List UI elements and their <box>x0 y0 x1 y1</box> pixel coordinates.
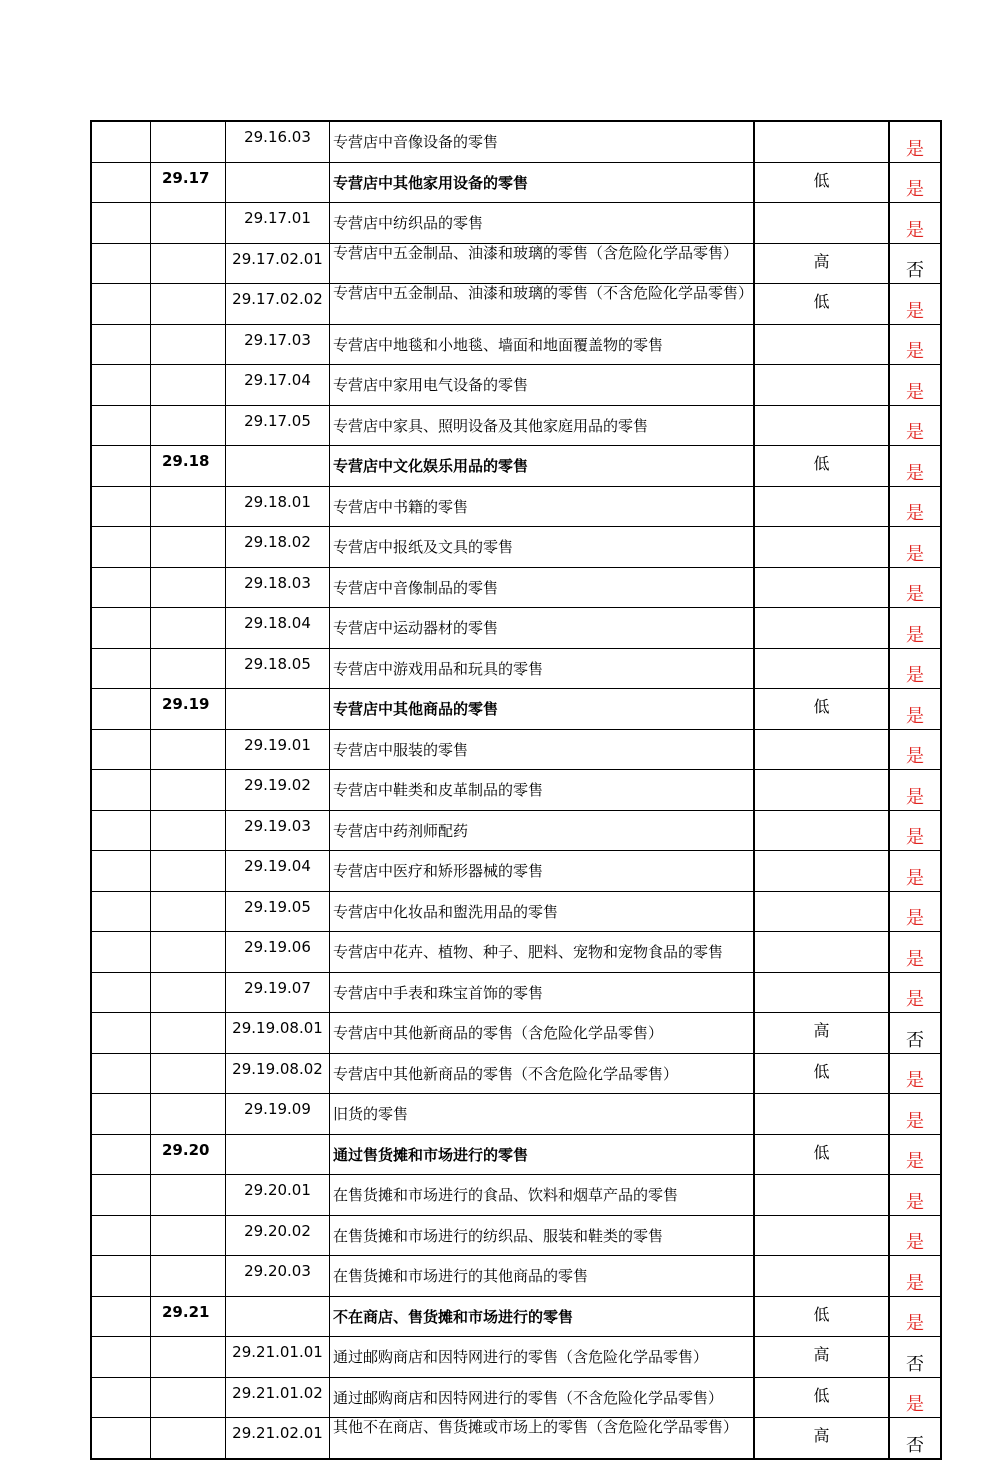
group-code-cell <box>151 1053 226 1094</box>
blank-cell <box>91 648 151 689</box>
blank-cell <box>91 851 151 892</box>
applicable-flag-cell: 是 <box>889 648 941 689</box>
risk-level-cell <box>754 405 889 446</box>
table-row <box>91 1215 941 1256</box>
risk-level-cell <box>754 608 889 649</box>
item-code-cell: 29.21.02.01 <box>226 1418 330 1459</box>
table-row <box>91 1134 941 1175</box>
item-code-cell: 29.18.01 <box>226 486 330 527</box>
applicable-flag-cell: 是 <box>889 1175 941 1216</box>
description-cell: 专营店中书籍的零售 <box>330 486 755 527</box>
risk-level-cell: 低 <box>754 689 889 730</box>
group-code-cell <box>151 324 226 365</box>
description-cell: 专营店中文化娱乐用品的零售 <box>330 446 755 487</box>
item-code-cell: 29.18.04 <box>226 608 330 649</box>
applicable-flag-cell: 是 <box>889 527 941 568</box>
group-code-cell <box>151 1094 226 1135</box>
risk-level-cell: 高 <box>754 1337 889 1378</box>
blank-cell <box>91 446 151 487</box>
risk-level-cell <box>754 1256 889 1297</box>
group-code-cell <box>151 1256 226 1297</box>
applicable-flag-cell: 否 <box>889 1013 941 1054</box>
description-cell: 通过邮购商店和因特网进行的零售（含危险化学品零售） <box>330 1337 755 1378</box>
blank-cell <box>91 527 151 568</box>
item-code-cell: 29.17.04 <box>226 365 330 406</box>
table-row <box>91 689 941 730</box>
risk-level-cell <box>754 1215 889 1256</box>
blank-cell <box>91 972 151 1013</box>
group-code-cell <box>151 243 226 284</box>
risk-level-cell: 高 <box>754 1418 889 1459</box>
group-code-cell <box>151 770 226 811</box>
table-row <box>91 1256 941 1297</box>
blank-cell <box>91 365 151 406</box>
blank-cell <box>91 162 151 203</box>
risk-level-cell <box>754 486 889 527</box>
risk-level-cell <box>754 932 889 973</box>
description-cell: 专营店中家具、照明设备及其他家庭用品的零售 <box>330 405 755 446</box>
description-cell: 专营店中药剂师配药 <box>330 810 755 851</box>
table-row <box>91 810 941 851</box>
table-row <box>91 1094 941 1135</box>
description-cell <box>330 284 755 325</box>
item-code-cell: 29.21.01.01 <box>226 1337 330 1378</box>
blank-cell <box>91 405 151 446</box>
group-code-cell <box>151 1377 226 1418</box>
blank-cell <box>91 1134 151 1175</box>
group-code-cell <box>151 1337 226 1378</box>
applicable-flag-cell: 是 <box>889 729 941 770</box>
blank-cell <box>91 770 151 811</box>
applicable-flag-cell: 是 <box>889 203 941 244</box>
group-code-cell: 29.20 <box>151 1134 226 1175</box>
description-cell: 专营店中其他商品的零售 <box>330 689 755 730</box>
table-body <box>91 121 941 1459</box>
description-cell: 旧货的零售 <box>330 1094 755 1135</box>
applicable-flag-cell: 是 <box>889 486 941 527</box>
group-code-cell <box>151 405 226 446</box>
description-cell: 专营店中游戏用品和玩具的零售 <box>330 648 755 689</box>
blank-cell <box>91 1094 151 1135</box>
table-row <box>91 405 941 446</box>
blank-cell <box>91 1418 151 1459</box>
table-row <box>91 446 941 487</box>
blank-cell <box>91 1377 151 1418</box>
description-cell <box>330 1418 755 1459</box>
blank-cell <box>91 567 151 608</box>
applicable-flag-cell: 是 <box>889 1053 941 1094</box>
table-row <box>91 972 941 1013</box>
applicable-flag-cell: 是 <box>889 162 941 203</box>
table-row <box>91 1377 941 1418</box>
item-code-cell: 29.18.05 <box>226 648 330 689</box>
blank-cell <box>91 1256 151 1297</box>
item-code-cell: 29.19.02 <box>226 770 330 811</box>
group-code-cell <box>151 486 226 527</box>
applicable-flag-cell: 是 <box>889 972 941 1013</box>
risk-level-cell: 高 <box>754 243 889 284</box>
description-cell: 专营店中地毯和小地毯、墙面和地面覆盖物的零售 <box>330 324 755 365</box>
blank-cell <box>91 121 151 162</box>
group-code-cell <box>151 608 226 649</box>
risk-level-cell <box>754 121 889 162</box>
group-code-cell <box>151 729 226 770</box>
item-code-cell: 29.19.06 <box>226 932 330 973</box>
applicable-flag-cell: 是 <box>889 1134 941 1175</box>
applicable-flag-cell: 是 <box>889 121 941 162</box>
risk-level-cell <box>754 891 889 932</box>
table-row <box>91 1175 941 1216</box>
blank-cell <box>91 1337 151 1378</box>
blank-cell <box>91 689 151 730</box>
risk-level-cell: 低 <box>754 1296 889 1337</box>
group-code-cell <box>151 932 226 973</box>
risk-level-cell: 低 <box>754 1053 889 1094</box>
description-cell: 专营店中其他新商品的零售（不含危险化学品零售） <box>330 1053 755 1094</box>
description-cell: 专营店中报纸及文具的零售 <box>330 527 755 568</box>
applicable-flag-cell: 是 <box>889 891 941 932</box>
item-code-cell: 29.17.05 <box>226 405 330 446</box>
table-row <box>91 1337 941 1378</box>
item-code-cell <box>226 162 330 203</box>
table-row <box>91 567 941 608</box>
applicable-flag-cell: 是 <box>889 567 941 608</box>
description-cell: 专营店中运动器材的零售 <box>330 608 755 649</box>
applicable-flag-cell: 是 <box>889 1296 941 1337</box>
group-code-cell: 29.18 <box>151 446 226 487</box>
group-code-cell <box>151 891 226 932</box>
description-cell: 专营店中化妆品和盥洗用品的零售 <box>330 891 755 932</box>
blank-cell <box>91 932 151 973</box>
item-code-cell: 29.19.05 <box>226 891 330 932</box>
description-cell: 不在商店、售货摊和市场进行的零售 <box>330 1296 755 1337</box>
applicable-flag-cell: 是 <box>889 689 941 730</box>
description-cell: 通过邮购商店和因特网进行的零售（不含危险化学品零售） <box>330 1377 755 1418</box>
table-row <box>91 527 941 568</box>
description-text: 专营店中五金制品、油漆和玻璃的零售（不含危险化学品零售） <box>333 284 754 302</box>
risk-level-cell <box>754 567 889 608</box>
applicable-flag-cell: 是 <box>889 365 941 406</box>
item-code-cell: 29.21.01.02 <box>226 1377 330 1418</box>
item-code-cell: 29.18.02 <box>226 527 330 568</box>
group-code-cell <box>151 1013 226 1054</box>
applicable-flag-cell: 是 <box>889 608 941 649</box>
description-cell: 专营店中鞋类和皮革制品的零售 <box>330 770 755 811</box>
table-row <box>91 121 941 162</box>
risk-level-cell <box>754 851 889 892</box>
table-row <box>91 608 941 649</box>
blank-cell <box>91 1215 151 1256</box>
group-code-cell <box>151 121 226 162</box>
group-code-cell: 29.19 <box>151 689 226 730</box>
description-cell: 专营店中医疗和矫形器械的零售 <box>330 851 755 892</box>
group-code-cell <box>151 203 226 244</box>
risk-level-cell: 低 <box>754 284 889 325</box>
table-row <box>91 162 941 203</box>
table-row <box>91 203 941 244</box>
risk-level-cell: 低 <box>754 162 889 203</box>
risk-level-cell <box>754 648 889 689</box>
description-cell: 在售货摊和市场进行的食品、饮料和烟草产品的零售 <box>330 1175 755 1216</box>
table-row <box>91 770 941 811</box>
table-row <box>91 243 941 284</box>
table-row <box>91 1053 941 1094</box>
item-code-cell: 29.17.02.02 <box>226 284 330 325</box>
table-row <box>91 1296 941 1337</box>
table-row <box>91 932 941 973</box>
item-code-cell: 29.19.08.02 <box>226 1053 330 1094</box>
blank-cell <box>91 608 151 649</box>
risk-level-cell: 低 <box>754 446 889 487</box>
description-cell: 专营店中纺织品的零售 <box>330 203 755 244</box>
table-row <box>91 1013 941 1054</box>
risk-level-cell <box>754 770 889 811</box>
item-code-cell: 29.18.03 <box>226 567 330 608</box>
applicable-flag-cell: 否 <box>889 1337 941 1378</box>
description-cell: 专营店中服装的零售 <box>330 729 755 770</box>
item-code-cell: 29.20.01 <box>226 1175 330 1216</box>
blank-cell <box>91 1175 151 1216</box>
retail-classification-table <box>90 120 942 1460</box>
table-row <box>91 324 941 365</box>
group-code-cell <box>151 1215 226 1256</box>
table-row <box>91 365 941 406</box>
description-cell: 专营店中手表和珠宝首饰的零售 <box>330 972 755 1013</box>
blank-cell <box>91 810 151 851</box>
blank-cell <box>91 1053 151 1094</box>
item-code-cell: 29.17.03 <box>226 324 330 365</box>
item-code-cell: 29.17.01 <box>226 203 330 244</box>
item-code-cell <box>226 1134 330 1175</box>
risk-level-cell <box>754 1175 889 1216</box>
risk-level-cell: 低 <box>754 1377 889 1418</box>
risk-level-cell <box>754 365 889 406</box>
risk-level-cell <box>754 527 889 568</box>
applicable-flag-cell: 是 <box>889 1256 941 1297</box>
description-text: 其他不在商店、售货摊或市场上的零售（含危险化学品零售） <box>333 1418 739 1436</box>
group-code-cell: 29.17 <box>151 162 226 203</box>
blank-cell <box>91 1296 151 1337</box>
risk-level-cell: 低 <box>754 1134 889 1175</box>
description-cell: 在售货摊和市场进行的其他商品的零售 <box>330 1256 755 1297</box>
applicable-flag-cell: 是 <box>889 932 941 973</box>
item-code-cell <box>226 689 330 730</box>
description-cell: 专营店中家用电气设备的零售 <box>330 365 755 406</box>
item-code-cell <box>226 1296 330 1337</box>
description-cell: 专营店中花卉、植物、种子、肥料、宠物和宠物食品的零售 <box>330 932 755 973</box>
table-row <box>91 486 941 527</box>
blank-cell <box>91 891 151 932</box>
applicable-flag-cell: 是 <box>889 405 941 446</box>
applicable-flag-cell: 是 <box>889 1094 941 1135</box>
group-code-cell <box>151 365 226 406</box>
risk-level-cell <box>754 203 889 244</box>
risk-level-cell <box>754 324 889 365</box>
table-row <box>91 851 941 892</box>
item-code-cell: 29.19.04 <box>226 851 330 892</box>
applicable-flag-cell: 是 <box>889 770 941 811</box>
group-code-cell <box>151 851 226 892</box>
table-row <box>91 284 941 325</box>
group-code-cell <box>151 527 226 568</box>
applicable-flag-cell: 是 <box>889 810 941 851</box>
description-cell: 通过售货摊和市场进行的零售 <box>330 1134 755 1175</box>
risk-level-cell <box>754 729 889 770</box>
item-code-cell: 29.19.03 <box>226 810 330 851</box>
item-code-cell: 29.20.03 <box>226 1256 330 1297</box>
risk-level-cell: 高 <box>754 1013 889 1054</box>
blank-cell <box>91 284 151 325</box>
item-code-cell: 29.19.09 <box>226 1094 330 1135</box>
group-code-cell <box>151 1418 226 1459</box>
description-cell: 专营店中其他新商品的零售（含危险化学品零售） <box>330 1013 755 1054</box>
risk-level-cell <box>754 810 889 851</box>
description-cell: 专营店中音像制品的零售 <box>330 567 755 608</box>
risk-level-cell <box>754 1094 889 1135</box>
applicable-flag-cell: 否 <box>889 1418 941 1459</box>
group-code-cell <box>151 972 226 1013</box>
group-code-cell <box>151 648 226 689</box>
table-row <box>91 1418 941 1459</box>
item-code-cell: 29.17.02.01 <box>226 243 330 284</box>
item-code-cell <box>226 446 330 487</box>
description-cell: 专营店中音像设备的零售 <box>330 121 755 162</box>
description-cell: 在售货摊和市场进行的纺织品、服装和鞋类的零售 <box>330 1215 755 1256</box>
item-code-cell: 29.19.08.01 <box>226 1013 330 1054</box>
description-text: 专营店中五金制品、油漆和玻璃的零售（含危险化学品零售） <box>333 243 739 262</box>
applicable-flag-cell: 是 <box>889 284 941 325</box>
blank-cell <box>91 203 151 244</box>
item-code-cell: 29.19.07 <box>226 972 330 1013</box>
blank-cell <box>91 486 151 527</box>
item-code-cell: 29.19.01 <box>226 729 330 770</box>
group-code-cell <box>151 810 226 851</box>
applicable-flag-cell: 是 <box>889 1215 941 1256</box>
group-code-cell <box>151 1175 226 1216</box>
applicable-flag-cell: 是 <box>889 1377 941 1418</box>
applicable-flag-cell: 是 <box>889 446 941 487</box>
group-code-cell <box>151 567 226 608</box>
applicable-flag-cell: 是 <box>889 851 941 892</box>
blank-cell <box>91 1013 151 1054</box>
blank-cell <box>91 243 151 284</box>
table-row <box>91 891 941 932</box>
applicable-flag-cell: 否 <box>889 243 941 284</box>
group-code-cell: 29.21 <box>151 1296 226 1337</box>
applicable-flag-cell: 是 <box>889 324 941 365</box>
group-code-cell <box>151 284 226 325</box>
item-code-cell: 29.16.03 <box>226 121 330 162</box>
table-row <box>91 648 941 689</box>
blank-cell <box>91 324 151 365</box>
risk-level-cell <box>754 972 889 1013</box>
table-row <box>91 729 941 770</box>
description-cell <box>330 243 755 284</box>
item-code-cell: 29.20.02 <box>226 1215 330 1256</box>
blank-cell <box>91 729 151 770</box>
description-cell: 专营店中其他家用设备的零售 <box>330 162 755 203</box>
